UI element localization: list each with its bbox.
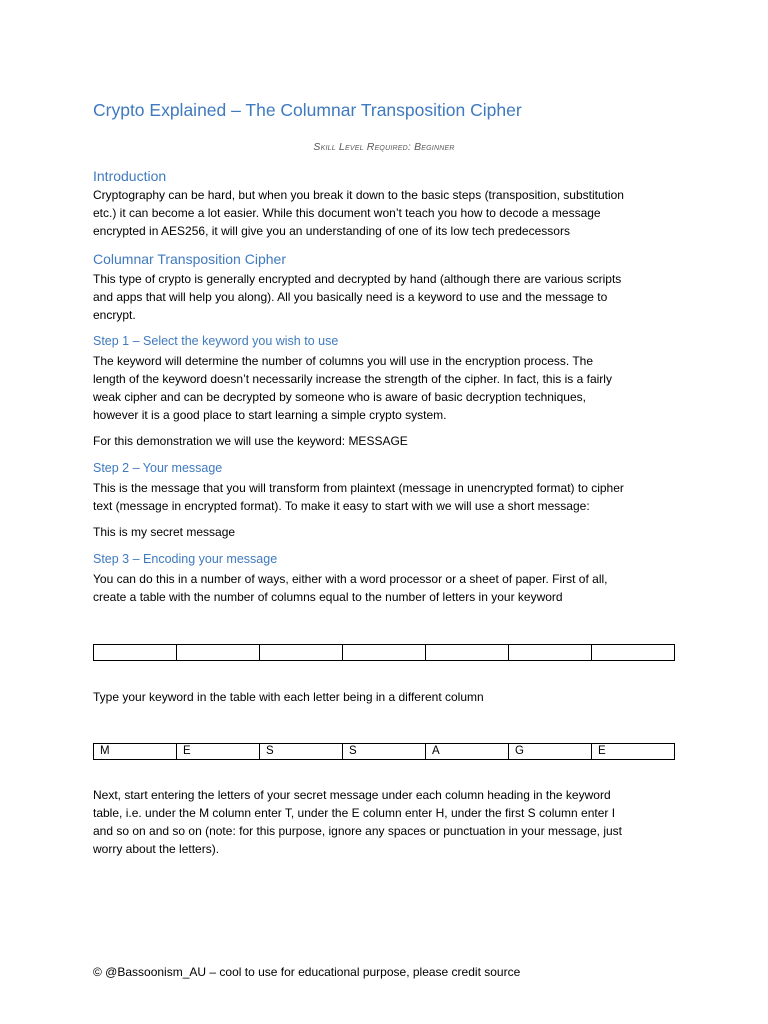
copyright-footer: © @Bassoonism_AU – cool to use for educational purpose, please credit source: [93, 965, 521, 979]
document-title: Crypto Explained – The Columnar Transposition Cipher: [93, 100, 522, 120]
skill-level: Skill Level Required: Beginner: [313, 141, 455, 153]
intro-paragraph: [93, 186, 693, 240]
table-cell: [509, 645, 592, 661]
table-cell: [343, 645, 426, 661]
next-line: worry about the letters).: [93, 842, 220, 856]
cipher-heading: Columnar Transposition Cipher: [93, 251, 286, 267]
secret-message: [93, 523, 693, 541]
instruction-line: Type your keyword in the table with each letter being in a different column: [93, 690, 484, 704]
step1-heading: Step 1 – Select the keyword you wish to use: [93, 334, 339, 348]
step1-line: however it is a good place to start learning a simple crypto system.: [93, 408, 447, 422]
cipher-line: and apps that will help you along). All you basically need is a keyword to use and the message to: [93, 290, 608, 304]
step1-line: length of the keyword doesn’t necessarily increase the strength of the cipher. In fact, this is a fairly: [93, 372, 612, 386]
table-cell: [426, 645, 509, 661]
keyword-letter-cell: G: [509, 744, 592, 760]
table-cell: [94, 645, 177, 661]
next-line: and so on and so on (note: for this purpose, ignore any spaces or punctuation in your message, just: [93, 824, 622, 838]
next-instructions-paragraph: [93, 786, 693, 858]
demo-line: For this demonstration we will use the keyword: MESSAGE: [93, 434, 408, 448]
intro-heading: Introduction: [93, 168, 167, 184]
cipher-line: encrypt.: [93, 308, 136, 322]
next-line: table, i.e. under the M column enter T, under the E column enter H, under the first S column enter I: [93, 806, 616, 820]
keyword-letter-cell: S: [343, 744, 426, 760]
table-row: [94, 744, 675, 760]
demo-keyword-text: [93, 432, 693, 450]
keyword-letter-cell: S: [260, 744, 343, 760]
empty-column-table: [93, 644, 675, 661]
table-cell: [260, 645, 343, 661]
step2-paragraph: [93, 479, 693, 515]
intro-line: Cryptography can be hard, but when you break it down to the basic steps (transposition, substitution: [93, 188, 624, 202]
step3-paragraph: [93, 570, 693, 606]
keyword-table: [93, 743, 675, 760]
step1-line: weak cipher and can be decrypted by someone who is aware of basic decryption techniques,: [93, 390, 586, 404]
cipher-paragraph: [93, 270, 693, 324]
next-line: Next, start entering the letters of your secret message under each column heading in the keyword: [93, 788, 611, 802]
table-cell: [592, 645, 675, 661]
step1-line: The keyword will determine the number of columns you will use in the encryption process. The: [93, 354, 594, 368]
intro-line: encrypted in AES256, it will give you an understanding of one of its low tech predecessors: [93, 224, 570, 238]
keyword-letter-cell: E: [592, 744, 675, 760]
step3-heading: Step 3 – Encoding your message: [93, 552, 278, 566]
step2-heading: Step 2 – Your message: [93, 461, 223, 475]
keyword-letter-cell: M: [94, 744, 177, 760]
step3-line: create a table with the number of columns equal to the number of letters in your keyword: [93, 590, 563, 604]
step1-paragraph: [93, 352, 693, 424]
secret-message-line: This is my secret message: [93, 525, 236, 539]
keyword-letter-cell: A: [426, 744, 509, 760]
table-row: [94, 645, 675, 661]
keyword-letter-cell: E: [177, 744, 260, 760]
intro-line: etc.) it can become a lot easier. While this document won’t teach you how to decode a message: [93, 206, 601, 220]
type-keyword-instruction: [93, 688, 693, 706]
cipher-line: This type of crypto is generally encrypted and decrypted by hand (although there are various scripts: [93, 272, 622, 286]
step2-line: text (message in encrypted format). To make it easy to start with we will use a short message:: [93, 499, 590, 513]
table-cell: [177, 645, 260, 661]
step3-line: You can do this in a number of ways, either with a word processor or a sheet of paper. First of all,: [93, 572, 608, 586]
step2-line: This is the message that you will transform from plaintext (message in unencrypted format) to cipher: [93, 481, 624, 495]
